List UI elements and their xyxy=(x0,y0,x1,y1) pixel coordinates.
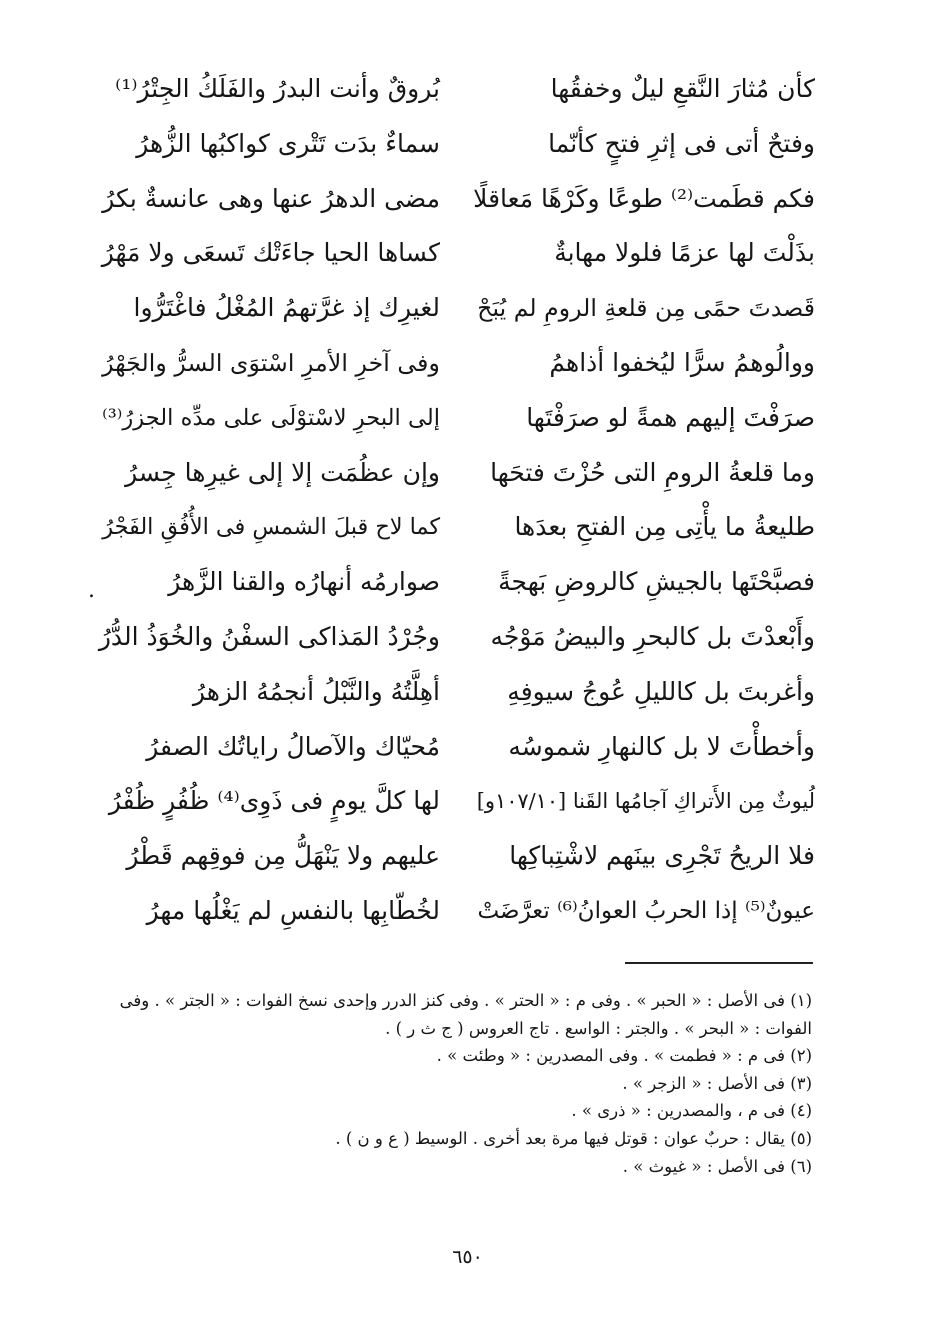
footnote-line: (٦) فى الأصل : « غيوث » . xyxy=(622,1156,812,1176)
footnote-divider xyxy=(625,962,813,964)
hemistich-second: صوارمُه أنهارُه والقنا الزَّهرُ xyxy=(168,567,440,597)
hemistich-first: فلا الريحُ تَجْرِى بينَهم لاشْتِباكِها xyxy=(509,841,815,871)
hemistich-first: وأغربتَ بل كالليلِ عُوجُ سيوفِهِ xyxy=(507,676,815,706)
hemistich-second: وإن عظُمَت إلا إلى غيرِها جِسرُ xyxy=(125,457,440,487)
hemistich-second: مُحيّاك والآصالُ راياتُك الصفرُ xyxy=(146,731,440,761)
hemistich-second: وجُرْدُ المَذاكى السفْنُ والخُوَذُ الدُّرُ xyxy=(98,621,440,651)
footnote-line: (٣) فى الأصل : « الزجر » . xyxy=(622,1073,812,1093)
hemistich-first: وما قلعةُ الرومِ التى حُزْتَ فتحَها xyxy=(490,457,815,487)
hemistich-second: كما لاح قبلَ الشمسِ فى الأُفُقِ الفَجْرُ xyxy=(102,514,440,541)
footnotes xyxy=(100,987,812,1180)
hemistich-first: فكم قطَمت⁽²⁾ طوعًا وكَرْهًا مَعاقلًا xyxy=(473,183,815,213)
poem-block xyxy=(95,62,815,932)
hemistich-first: وأَبْعدْتَ بل كالبحرِ والبيضُ مَوْجُه xyxy=(490,621,815,651)
margin-mark: . xyxy=(88,578,95,603)
hemistich-first: قَصدتَ حمًى مِن قلعةِ الرومِ لم يُبَحْ xyxy=(477,294,815,323)
hemistich-first: عيونٌ⁽⁵⁾ إذا الحربُ العوانُ⁽⁶⁾ تعرَّضَتْ xyxy=(477,897,815,924)
hemistich-second: عليهم ولا يَنْهَلُّ مِن فوقِهم قَطْرُ xyxy=(126,841,440,871)
hemistich-first: ووالُوهمُ سرًّا ليُخفوا أذاهمُ xyxy=(549,347,815,377)
footnote-line: (١) فى الأصل : « الحبر » . وفى م : « الحتر » . وفى كنز الدرر وإحدى نسخ الفوات : « الجتر » . وفى xyxy=(119,991,812,1010)
hemistich-second: لخُطّابِها بالنفسِ لم يَغْلُها مهرُ xyxy=(146,895,440,925)
hemistich-first: وفتحٌ أتى فى إثرِ فتحٍ كأنّما xyxy=(548,128,815,158)
footnote-line: (٤) فى م ، والمصدرين : « ذرى » . xyxy=(571,1101,812,1121)
hemistich-second: سماءٌ بدَت تَتْرى كواكبُها الزُّهرُ xyxy=(136,128,440,158)
footnote-line: الفوات : « البحر » . والجتر : الواسع . تاج العروس ( ج ث ر ) . xyxy=(385,1018,812,1038)
hemistich-first: طليعةُ ما يأْتِى مِن الفتحِ بعدَها xyxy=(514,512,815,542)
hemistich-first: لُيوثٌ مِن الأَتراكِ آجامُها القَنا [١٠٧/١٠و] xyxy=(476,789,815,814)
hemistich-second: لغيرِك إذ غرَّتهمُ المُغْلُ فاغْتَرُّوا xyxy=(133,293,440,323)
hemistich-second: مضى الدهرُ عنها وهى عانسةٌ بكرُ xyxy=(102,183,440,213)
hemistich-second: بُروقٌ وأنت البدرُ والفَلَكُ الجِتْرُ⁽¹⁾ xyxy=(115,74,440,103)
hemistich-first: كأن مُثارَ النَّقعِ ليلٌ وخفقُها xyxy=(550,74,815,103)
hemistich-first: صرَفْتَ إليهم همةً لو صرَفْتَها xyxy=(526,402,815,432)
hemistich-first: وأخطأْتَ لا بل كالنهارِ شموسُه xyxy=(508,731,815,761)
hemistich-first: بذَلْتَ لها عزمًا فلولا مهابةٌ xyxy=(554,238,815,268)
hemistich-second: لها كلَّ يومٍ فى ذَوِى⁽⁴⁾ ظُفُرٍ ظُفْرُ xyxy=(108,786,440,816)
footnote-line: (٢) فى م : « فطمت » . وفى المصدرين : « وطئت » . xyxy=(436,1046,812,1066)
first-hemistich-column xyxy=(470,62,815,939)
hemistich-second: إلى البحرِ لاسْتوْلَى على مدِّه الجزرُ⁽³⁾ xyxy=(102,404,440,431)
hemistich-second: وفى آخرِ الأمرِ اسْتوَى السرُّ والجَهْرُ xyxy=(102,348,440,377)
hemistich-first: فصبَّحْتَها بالجيشِ كالروضِ بَهجةً xyxy=(498,567,815,597)
hemistich-second: كساها الحيا جاءَتْك تَسعَى ولا مَهْرُ xyxy=(101,238,440,268)
second-hemistich-column xyxy=(95,62,440,939)
page-number: ٦٥٠ xyxy=(452,1246,483,1268)
hemistich-second: أهِلَّتُهُ والنَّبْلُ أنجمُهُ الزهرُ xyxy=(192,676,440,706)
footnote-line: (٥) يقال : حربٌ عوان : قوتل فيها مرة بعد أخرى . الوسيط ( ع و ن ) . xyxy=(335,1128,812,1148)
